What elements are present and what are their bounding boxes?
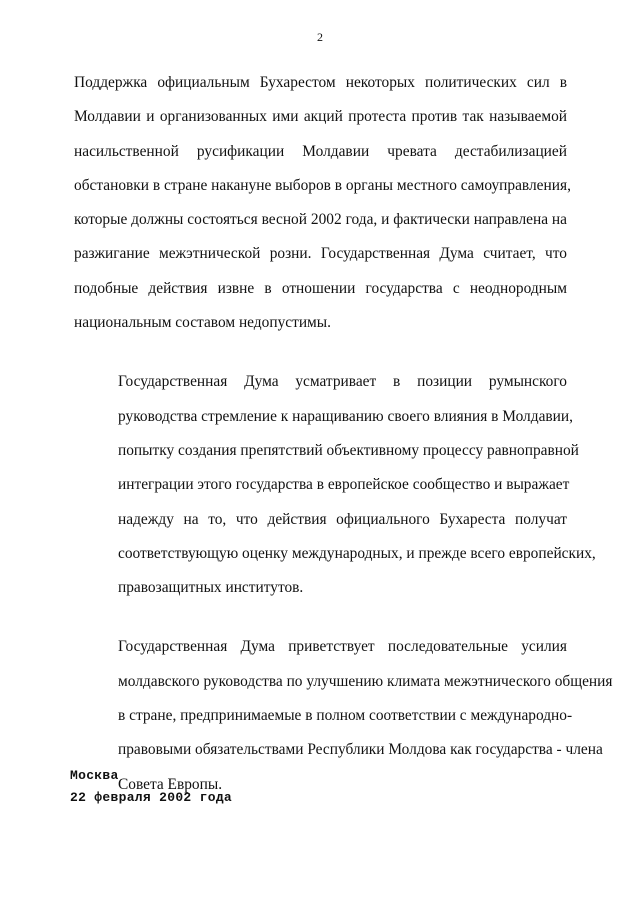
text-line: Молдавии и организованных ими акций протеста против так называемой [74,108,567,126]
signature-block [70,765,232,809]
text-line: попытку создания препятствий объективному процессу равноправной [118,441,579,459]
text-line: правозащитных институтов. [118,579,304,597]
text-line: надежду на то, что действия официального Бухареста получат [118,510,567,528]
text-line: соответствующую оценку международных, и прежде всего европейских, [118,544,596,562]
signature-date: 22 февраля 2002 года [70,790,233,805]
text-line: в стране, предпринимаемые в полном соответствии с международно- [118,707,573,725]
text-line: которые должны состояться весной 2002 года, и фактически направлена на [74,211,567,229]
paragraph-2 [74,365,596,605]
paragraph-1 [74,66,571,340]
text-line: правовыми обязательствами Республики Молдова как государства - члена [118,741,603,759]
text-line: подобные действия извне в отношении государства с неоднородным [74,279,567,297]
text-line: молдавского руководства по улучшению климата межэтнического общения [118,672,613,690]
text-line: Государственная Дума приветствует последовательные усилия [118,638,567,656]
text-line: интеграции этого государства в европейское сообщество и выражает [118,476,570,494]
text-line: Поддержка официальным Бухарестом некоторых политических сил в [74,74,567,91]
text-line: руководства стремление к наращиванию своего влияния в Молдавии, [118,407,573,425]
text-line: Совета Европы. [118,775,223,793]
text-line: национальным составом недопустимы. [74,314,331,332]
page-number: 2 [317,30,323,44]
signature-city: Москва [70,768,119,783]
text-line: разжигание межэтнической розни. Государственная Дума считает, что [74,245,567,263]
document-body [74,66,613,827]
text-line: обстановки в стране накануне выборов в органы местного самоуправления, [74,176,571,194]
text-line: насильственной русификации Молдавии чревата дестабилизацией [74,142,567,160]
text-line: Государственная Дума усматривает в позиции румынского [118,373,567,391]
